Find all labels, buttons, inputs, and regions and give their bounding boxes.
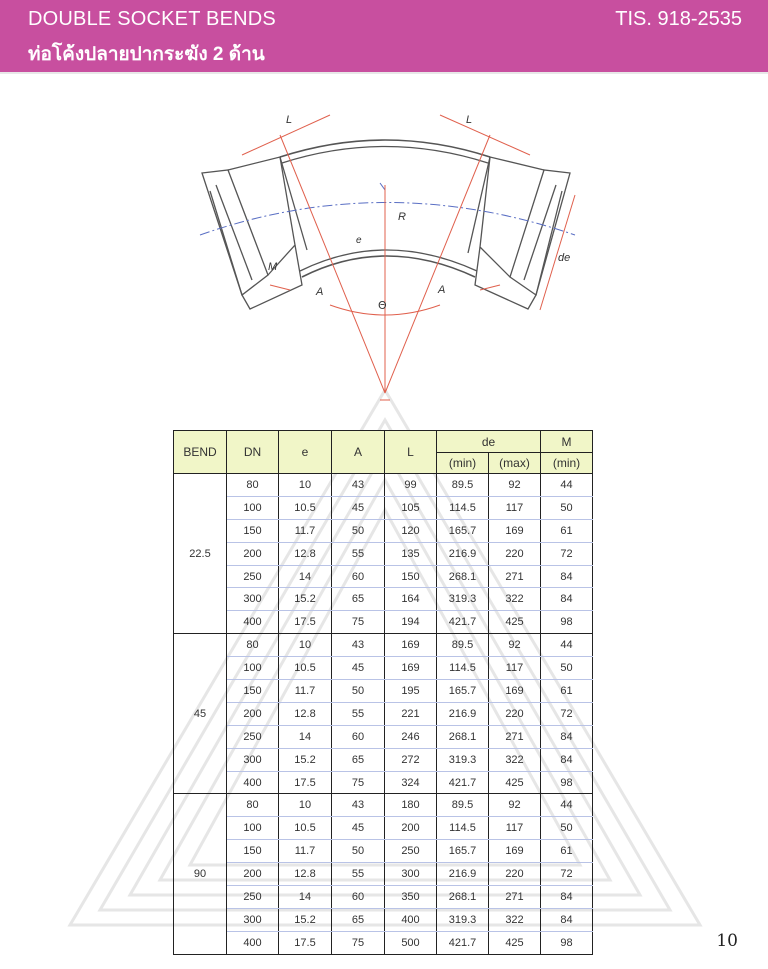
table-cell: 421.7: [437, 611, 489, 634]
table-row: [174, 588, 593, 611]
dimensions-table: [173, 430, 593, 955]
table-cell: 268.1: [437, 886, 489, 909]
table-cell: 17.5: [279, 931, 332, 954]
table-cell: 72: [541, 702, 593, 725]
table-cell: 322: [489, 588, 541, 611]
table-cell: 43: [332, 634, 385, 657]
table-cell: 84: [541, 886, 593, 909]
table-cell: 17.5: [279, 771, 332, 794]
label-R: R: [398, 211, 406, 223]
table-cell: 50: [541, 817, 593, 840]
table-cell: 300: [227, 588, 279, 611]
table-cell: 150: [385, 565, 437, 588]
table-cell: 50: [332, 519, 385, 542]
table-cell: 84: [541, 908, 593, 931]
table-row: [174, 611, 593, 634]
table-cell: 169: [489, 680, 541, 703]
header-de: de: [437, 431, 541, 453]
table-cell: 14: [279, 886, 332, 909]
table-cell: 43: [332, 794, 385, 817]
table-cell: 300: [227, 908, 279, 931]
header-de-max: (max): [489, 453, 541, 474]
table-cell: 322: [489, 748, 541, 771]
table-cell: 271: [489, 725, 541, 748]
table-cell: 89.5: [437, 474, 489, 497]
table-cell: 11.7: [279, 840, 332, 863]
table-row: [174, 725, 593, 748]
table-cell: 92: [489, 474, 541, 497]
table-cell: 55: [332, 702, 385, 725]
table-cell: 100: [227, 657, 279, 680]
table-cell: 80: [227, 474, 279, 497]
table-cell: 117: [489, 817, 541, 840]
table-cell: 165.7: [437, 840, 489, 863]
table-cell: 271: [489, 886, 541, 909]
table-cell: 400: [385, 908, 437, 931]
page-header: [0, 0, 768, 72]
header-m-min: (min): [541, 453, 593, 474]
table-cell: 500: [385, 931, 437, 954]
table-row: [174, 519, 593, 542]
table-cell: 169: [489, 519, 541, 542]
header-l: L: [385, 431, 437, 474]
table-cell: 300: [385, 863, 437, 886]
bend-angle-cell: 45: [174, 634, 227, 794]
table-cell: 221: [385, 702, 437, 725]
table-cell: 425: [489, 611, 541, 634]
table-cell: 50: [541, 496, 593, 519]
table-cell: 60: [332, 886, 385, 909]
table-cell: 17.5: [279, 611, 332, 634]
table-cell: 80: [227, 794, 279, 817]
table-cell: 12.8: [279, 863, 332, 886]
table-cell: 120: [385, 519, 437, 542]
table-cell: 250: [227, 886, 279, 909]
table-cell: 165.7: [437, 519, 489, 542]
table-cell: 75: [332, 771, 385, 794]
table-cell: 250: [385, 840, 437, 863]
table-cell: 150: [227, 680, 279, 703]
table-row: [174, 680, 593, 703]
table-row: [174, 886, 593, 909]
table-cell: 164: [385, 588, 437, 611]
table-row: [174, 771, 593, 794]
table-cell: 12.8: [279, 542, 332, 565]
table-cell: 421.7: [437, 931, 489, 954]
bend-angle-cell: 22.5: [174, 474, 227, 634]
table-cell: 14: [279, 725, 332, 748]
header-bend: BEND: [174, 431, 227, 474]
table-cell: 135: [385, 542, 437, 565]
table-cell: 324: [385, 771, 437, 794]
label-theta: Θ: [378, 299, 387, 312]
table-cell: 180: [385, 794, 437, 817]
label-A-left: A: [316, 286, 324, 298]
table-cell: 246: [385, 725, 437, 748]
table-cell: 150: [227, 840, 279, 863]
table-cell: 15.2: [279, 588, 332, 611]
table-cell: 43: [332, 474, 385, 497]
table-cell: 65: [332, 908, 385, 931]
table-row: [174, 542, 593, 565]
table-cell: 350: [385, 886, 437, 909]
table-cell: 15.2: [279, 748, 332, 771]
table-cell: 10.5: [279, 657, 332, 680]
label-A-right: A: [438, 284, 446, 296]
table-cell: 98: [541, 771, 593, 794]
table-cell: 319.3: [437, 748, 489, 771]
table-cell: 84: [541, 588, 593, 611]
table-row: [174, 863, 593, 886]
table-cell: 114.5: [437, 817, 489, 840]
table-row: [174, 794, 593, 817]
table-cell: 425: [489, 931, 541, 954]
table-cell: 194: [385, 611, 437, 634]
table-row: [174, 748, 593, 771]
table-cell: 10: [279, 634, 332, 657]
table-cell: 169: [489, 840, 541, 863]
table-cell: 44: [541, 794, 593, 817]
table-cell: 117: [489, 657, 541, 680]
table-cell: 55: [332, 863, 385, 886]
table-cell: 12.8: [279, 702, 332, 725]
table-cell: 92: [489, 634, 541, 657]
table-cell: 268.1: [437, 565, 489, 588]
table-cell: 425: [489, 771, 541, 794]
table-cell: 45: [332, 496, 385, 519]
table-cell: 61: [541, 519, 593, 542]
table-cell: 220: [489, 863, 541, 886]
table-cell: 61: [541, 680, 593, 703]
table-cell: 72: [541, 542, 593, 565]
table-cell: 200: [385, 817, 437, 840]
table-cell: 44: [541, 634, 593, 657]
table-row: [174, 657, 593, 680]
standard-code: TIS. 918-2535: [615, 8, 742, 30]
table-cell: 65: [332, 588, 385, 611]
table-cell: 421.7: [437, 771, 489, 794]
table-cell: 114.5: [437, 496, 489, 519]
table-cell: 98: [541, 611, 593, 634]
table-cell: 319.3: [437, 908, 489, 931]
table-cell: 322: [489, 908, 541, 931]
table-cell: 80: [227, 634, 279, 657]
table-cell: 114.5: [437, 657, 489, 680]
table-cell: 84: [541, 748, 593, 771]
header-m: M: [541, 431, 593, 453]
table-cell: 250: [227, 725, 279, 748]
table-cell: 400: [227, 611, 279, 634]
table-row: [174, 565, 593, 588]
table-cell: 105: [385, 496, 437, 519]
table-cell: 272: [385, 748, 437, 771]
table-cell: 220: [489, 542, 541, 565]
table-cell: 400: [227, 931, 279, 954]
table-row: [174, 634, 593, 657]
table-cell: 61: [541, 840, 593, 863]
table-cell: 84: [541, 725, 593, 748]
table-cell: 100: [227, 496, 279, 519]
table-cell: 99: [385, 474, 437, 497]
table-cell: 100: [227, 817, 279, 840]
label-L-left: L: [286, 114, 293, 126]
table-cell: 216.9: [437, 542, 489, 565]
page-number: 10: [716, 931, 738, 951]
table-cell: 200: [227, 542, 279, 565]
table-cell: 200: [227, 702, 279, 725]
table-cell: 10: [279, 794, 332, 817]
table-row: [174, 702, 593, 725]
table-row: [174, 817, 593, 840]
table-cell: 50: [332, 840, 385, 863]
table-cell: 89.5: [437, 794, 489, 817]
table-cell: 98: [541, 931, 593, 954]
table-cell: 165.7: [437, 680, 489, 703]
bend-technical-drawing: [180, 95, 600, 415]
table-cell: 50: [332, 680, 385, 703]
table-row: [174, 840, 593, 863]
table-cell: 117: [489, 496, 541, 519]
table-cell: 250: [227, 565, 279, 588]
table-cell: 169: [385, 657, 437, 680]
table-cell: 216.9: [437, 702, 489, 725]
bend-angle-cell: 90: [174, 794, 227, 954]
table-cell: 220: [489, 702, 541, 725]
table-cell: 75: [332, 611, 385, 634]
table-cell: 10.5: [279, 817, 332, 840]
table-cell: 195: [385, 680, 437, 703]
table-cell: 11.7: [279, 519, 332, 542]
header-dn: DN: [227, 431, 279, 474]
table-cell: 45: [332, 657, 385, 680]
header-de-min: (min): [437, 453, 489, 474]
table-body: [174, 474, 593, 955]
table-cell: 271: [489, 565, 541, 588]
table-cell: 14: [279, 565, 332, 588]
header-divider: [0, 72, 768, 74]
table-cell: 10: [279, 474, 332, 497]
table-cell: 10.5: [279, 496, 332, 519]
table-cell: 45: [332, 817, 385, 840]
table-cell: 169: [385, 634, 437, 657]
table-row: [174, 908, 593, 931]
table-cell: 216.9: [437, 863, 489, 886]
label-L-right: L: [466, 114, 473, 126]
table-cell: 84: [541, 565, 593, 588]
title-thai: ท่อโค้งปลายปากระฆัง 2 ด้าน: [28, 44, 265, 65]
table-cell: 15.2: [279, 908, 332, 931]
label-e: e: [356, 235, 362, 246]
header-e: e: [279, 431, 332, 474]
table-row: [174, 474, 593, 497]
table-cell: 150: [227, 519, 279, 542]
table-cell: 65: [332, 748, 385, 771]
table-cell: 75: [332, 931, 385, 954]
table-cell: 300: [227, 748, 279, 771]
label-de: de: [558, 252, 571, 264]
title-english: DOUBLE SOCKET BENDS: [28, 8, 276, 30]
table-cell: 89.5: [437, 634, 489, 657]
table-row: [174, 496, 593, 519]
table-cell: 55: [332, 542, 385, 565]
table-cell: 200: [227, 863, 279, 886]
table-cell: 60: [332, 725, 385, 748]
table-cell: 268.1: [437, 725, 489, 748]
table-cell: 11.7: [279, 680, 332, 703]
table-cell: 60: [332, 565, 385, 588]
table-cell: 44: [541, 474, 593, 497]
label-M: M: [268, 261, 278, 273]
header-a: A: [332, 431, 385, 474]
table-row: [174, 931, 593, 954]
table-cell: 92: [489, 794, 541, 817]
table-cell: 319.3: [437, 588, 489, 611]
table-cell: 50: [541, 657, 593, 680]
table-cell: 400: [227, 771, 279, 794]
table-cell: 72: [541, 863, 593, 886]
